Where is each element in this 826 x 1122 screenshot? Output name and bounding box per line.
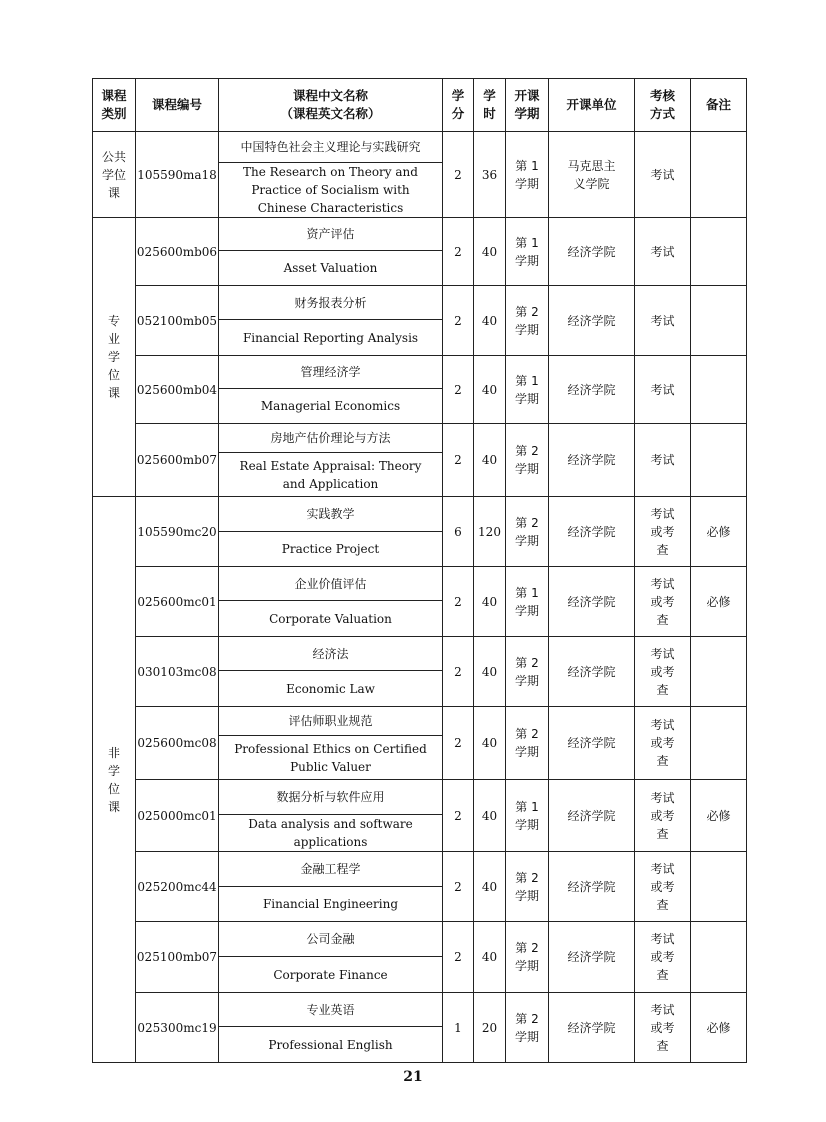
course-name-en: Asset Valuation — [219, 251, 443, 286]
course-hours: 40 — [474, 780, 506, 852]
course-name-en: Data analysis and software applications — [219, 815, 443, 852]
course-name-en: Practice Project — [219, 532, 443, 567]
course-semester: 第 2 学期 — [506, 286, 549, 356]
table-row — [93, 424, 747, 453]
table-row — [93, 497, 747, 532]
course-hours: 40 — [474, 852, 506, 922]
course-department: 经济学院 — [549, 780, 635, 852]
course-department: 经济学院 — [549, 286, 635, 356]
course-code: 025200mc44 — [136, 852, 219, 922]
course-hours: 40 — [474, 286, 506, 356]
course-name-cn: 数据分析与软件应用 — [219, 780, 443, 815]
course-credits: 2 — [443, 922, 474, 993]
course-credits: 2 — [443, 424, 474, 497]
course-department: 经济学院 — [549, 356, 635, 424]
course-department: 经济学院 — [549, 497, 635, 567]
course-code: 105590ma18 — [136, 132, 219, 218]
header-hours: 学 时 — [474, 79, 506, 132]
course-name-en: Economic Law — [219, 671, 443, 707]
course-assessment: 考试或考查 — [635, 567, 691, 637]
course-name-cn: 实践教学 — [219, 497, 443, 532]
course-remarks — [691, 424, 747, 497]
course-assessment: 考试或考查 — [635, 852, 691, 922]
course-department: 经济学院 — [549, 567, 635, 637]
course-name-cn: 经济法 — [219, 637, 443, 671]
course-semester: 第 1 学期 — [506, 780, 549, 852]
course-name-cn: 管理经济学 — [219, 356, 443, 389]
course-department: 经济学院 — [549, 218, 635, 286]
course-assessment: 考试或考查 — [635, 993, 691, 1063]
category-cell: 非 学 位 课 — [93, 497, 136, 1063]
course-remarks — [691, 852, 747, 922]
course-name-cn: 专业英语 — [219, 993, 443, 1027]
course-assessment: 考试或考查 — [635, 922, 691, 993]
header-semester: 开课 学期 — [506, 79, 549, 132]
course-semester: 第 2 学期 — [506, 993, 549, 1063]
course-code: 052100mb05 — [136, 286, 219, 356]
course-semester: 第 2 学期 — [506, 922, 549, 993]
course-code: 025600mb07 — [136, 424, 219, 497]
table-row — [93, 218, 747, 251]
table-row — [93, 993, 747, 1027]
course-assessment: 考试 — [635, 218, 691, 286]
table-row — [93, 567, 747, 601]
category-cell: 公共 学位 课 — [93, 132, 136, 218]
course-semester: 第 2 学期 — [506, 852, 549, 922]
course-semester: 第 1 学期 — [506, 567, 549, 637]
course-semester: 第 1 学期 — [506, 218, 549, 286]
course-remarks: 必修 — [691, 993, 747, 1063]
course-code: 025600mb04 — [136, 356, 219, 424]
table-row — [93, 286, 747, 320]
course-name-en: The Research on Theory and Practice of Socialism with Chinese Characteristics — [219, 163, 443, 218]
course-credits: 2 — [443, 707, 474, 780]
course-hours: 36 — [474, 132, 506, 218]
course-name-en: Financial Engineering — [219, 887, 443, 922]
course-name-en: Professional Ethics on Certified Public Valuer — [219, 736, 443, 780]
course-table — [92, 78, 747, 1063]
course-name-cn: 中国特色社会主义理论与实践研究 — [219, 132, 443, 163]
course-code: 025100mb07 — [136, 922, 219, 993]
course-name-cn: 金融工程学 — [219, 852, 443, 887]
course-assessment: 考试 — [635, 356, 691, 424]
course-remarks — [691, 707, 747, 780]
course-assessment: 考试或考查 — [635, 637, 691, 707]
course-credits: 2 — [443, 218, 474, 286]
course-department: 马克思主义学院 — [549, 132, 635, 218]
table-row — [93, 922, 747, 957]
course-remarks: 必修 — [691, 780, 747, 852]
course-name-cn: 房地产估价理论与方法 — [219, 424, 443, 453]
course-remarks — [691, 356, 747, 424]
course-remarks: 必修 — [691, 567, 747, 637]
course-department: 经济学院 — [549, 707, 635, 780]
course-code: 025600mc08 — [136, 707, 219, 780]
course-hours: 40 — [474, 637, 506, 707]
course-assessment: 考试 — [635, 286, 691, 356]
course-assessment: 考试或考查 — [635, 780, 691, 852]
course-remarks — [691, 922, 747, 993]
course-remarks — [691, 637, 747, 707]
header-code: 课程编号 — [136, 79, 219, 132]
course-hours: 40 — [474, 218, 506, 286]
course-credits: 2 — [443, 132, 474, 218]
course-table-body — [93, 132, 747, 1063]
course-hours: 40 — [474, 567, 506, 637]
header-department: 开课单位 — [549, 79, 635, 132]
course-assessment: 考试 — [635, 132, 691, 218]
course-remarks — [691, 218, 747, 286]
header-row — [93, 79, 747, 132]
course-semester: 第 1 学期 — [506, 132, 549, 218]
course-hours: 20 — [474, 993, 506, 1063]
course-credits: 2 — [443, 637, 474, 707]
course-assessment: 考试或考查 — [635, 707, 691, 780]
course-semester: 第 2 学期 — [506, 707, 549, 780]
table-row — [93, 707, 747, 736]
course-credits: 6 — [443, 497, 474, 567]
header-assessment: 考核 方式 — [635, 79, 691, 132]
course-hours: 40 — [474, 356, 506, 424]
course-hours: 40 — [474, 707, 506, 780]
course-code: 105590mc20 — [136, 497, 219, 567]
course-name-cn: 企业价值评估 — [219, 567, 443, 601]
course-semester: 第 2 学期 — [506, 424, 549, 497]
category-cell: 专 业 学 位 课 — [93, 218, 136, 497]
course-remarks — [691, 132, 747, 218]
course-code: 025000mc01 — [136, 780, 219, 852]
course-code: 025300mc19 — [136, 993, 219, 1063]
header-credits: 学 分 — [443, 79, 474, 132]
course-name-en: Corporate Finance — [219, 957, 443, 993]
course-credits: 2 — [443, 286, 474, 356]
course-name-en: Corporate Valuation — [219, 601, 443, 637]
course-code: 025600mc01 — [136, 567, 219, 637]
header-name: 课程中文名称 （课程英文名称） — [219, 79, 443, 132]
course-credits: 2 — [443, 567, 474, 637]
course-code: 030103mc08 — [136, 637, 219, 707]
course-hours: 120 — [474, 497, 506, 567]
course-credits: 2 — [443, 852, 474, 922]
course-name-cn: 评估师职业规范 — [219, 707, 443, 736]
header-category: 课程 类别 — [93, 79, 136, 132]
course-semester: 第 2 学期 — [506, 497, 549, 567]
course-credits: 2 — [443, 356, 474, 424]
table-row — [93, 852, 747, 887]
course-remarks: 必修 — [691, 497, 747, 567]
course-credits: 1 — [443, 993, 474, 1063]
course-name-en: Managerial Economics — [219, 389, 443, 424]
course-department: 经济学院 — [549, 852, 635, 922]
course-name-en: Professional English — [219, 1027, 443, 1063]
table-row — [93, 780, 747, 815]
course-hours: 40 — [474, 424, 506, 497]
course-name-en: Real Estate Appraisal: Theory and Application — [219, 453, 443, 497]
course-remarks — [691, 286, 747, 356]
course-department: 经济学院 — [549, 637, 635, 707]
course-department: 经济学院 — [549, 424, 635, 497]
course-department: 经济学院 — [549, 993, 635, 1063]
page-number: 21 — [403, 1069, 423, 1085]
table-row — [93, 132, 747, 163]
course-name-en: Financial Reporting Analysis — [219, 320, 443, 356]
course-name-cn: 财务报表分析 — [219, 286, 443, 320]
table-row — [93, 356, 747, 389]
header-remarks: 备注 — [691, 79, 747, 132]
course-credits: 2 — [443, 780, 474, 852]
course-name-cn: 资产评估 — [219, 218, 443, 251]
table-row — [93, 637, 747, 671]
course-semester: 第 1 学期 — [506, 356, 549, 424]
course-hours: 40 — [474, 922, 506, 993]
course-department: 经济学院 — [549, 922, 635, 993]
course-name-cn: 公司金融 — [219, 922, 443, 957]
course-assessment: 考试或考查 — [635, 497, 691, 567]
course-semester: 第 2 学期 — [506, 637, 549, 707]
course-code: 025600mb06 — [136, 218, 219, 286]
course-assessment: 考试 — [635, 424, 691, 497]
